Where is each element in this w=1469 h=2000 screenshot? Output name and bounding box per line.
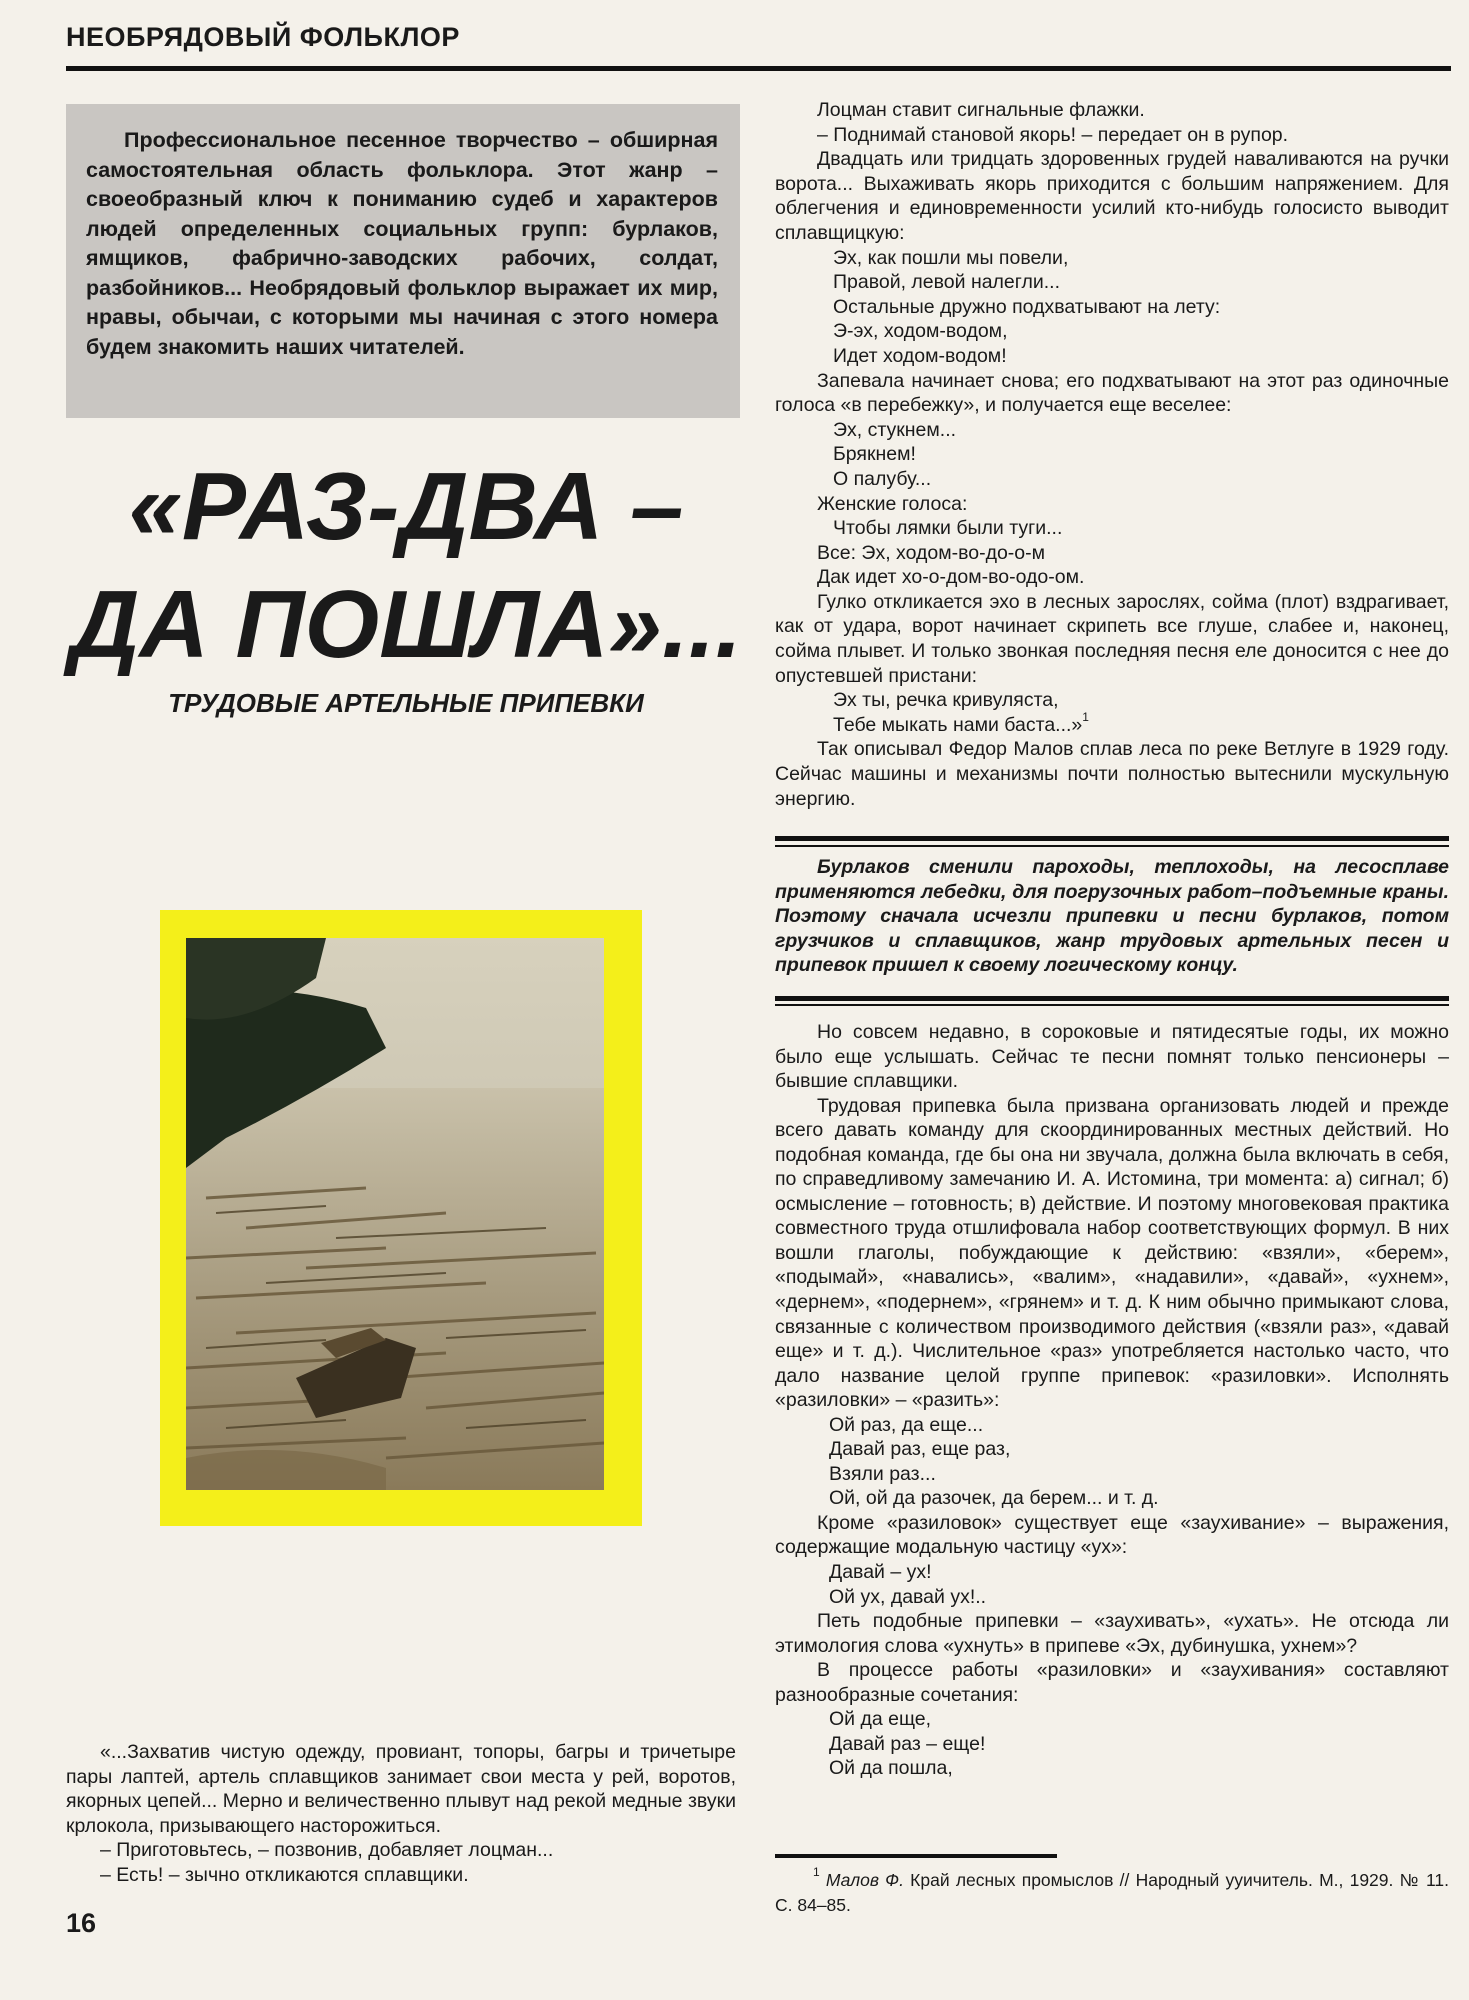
- verse-line: Давай раз, еще раз,: [829, 1438, 1011, 1461]
- quote-paragraph: – Есть! – зычно откликаются сплавщики.: [100, 1863, 469, 1886]
- page-number: 16: [66, 1908, 97, 1938]
- callout-rule: [775, 845, 1449, 847]
- verse-line: [775, 709, 1449, 738]
- verse-line: Эх ты, речка кривуляста,: [833, 689, 1059, 712]
- verse-line: Чтобы лямки были туги...: [833, 517, 1063, 540]
- title-line-2: ДА ПОШЛА»...: [70, 571, 742, 678]
- paragraph: Запевала начинает снова; его подхватывают на этот раз одиночные голоса «в перебежку», и получается еще веселее:: [775, 369, 1449, 417]
- footnote-rule: [775, 1854, 1057, 1858]
- photo-frame: [160, 910, 642, 1526]
- verse-line: Э-эх, ходом-водом,: [833, 320, 1008, 343]
- verse-line: Эх, как пошли мы повели,: [833, 246, 1069, 269]
- verse-line: Ой да еще,: [829, 1708, 932, 1731]
- footnote-number: 1: [813, 1865, 820, 1879]
- text-line: – Поднимай становой якорь! – передает он в рупор.: [817, 123, 1289, 146]
- callout-rule: [775, 1004, 1449, 1006]
- verse-line: Ой раз, да еще...: [829, 1413, 984, 1436]
- verse-text: Тебе мыкать нами баста...»: [833, 713, 1083, 736]
- paragraph: Петь подобные припевки – «заухивать», «ухать». Не отсюда ли этимология слова «ухнуть» в припеве «Эх, дубинушка, ухнем»?: [775, 1610, 1449, 1657]
- verse-line: Дак идет хо-о-дом-во-одо-ом.: [817, 566, 1085, 589]
- footnote-text: Край лесных промыслов // Народный ууичитель. М., 1929. № 11. С. 84–85.: [775, 1870, 1449, 1915]
- callout-box: [775, 836, 1449, 1008]
- callout-rule: [775, 836, 1449, 841]
- footnote: [775, 1865, 1449, 1918]
- text-line: Лоцман ставит сигнальные флажки.: [817, 99, 1145, 121]
- verse-line: Ой да пошла,: [829, 1757, 953, 1780]
- article-title: [66, 448, 746, 684]
- title-line-1: «РАЗ-ДВА –: [128, 453, 684, 560]
- paragraph: Кроме «разиловок» существует еще «заухивание» – выражения, содержащие модальную частицу «ух»:: [775, 1511, 1449, 1559]
- verse-line: Все: Эх, ходом-во-до-о-м: [817, 541, 1046, 564]
- verse-line: О палубу...: [833, 467, 932, 490]
- opening-quote: [66, 1740, 736, 1887]
- section-header: НЕОБРЯДОВЫЙ ФОЛЬКЛОР: [66, 22, 460, 52]
- footnote-ref: 1: [1082, 709, 1089, 724]
- footnote-author: Малов Ф.: [825, 1870, 904, 1890]
- right-column-top: [775, 98, 1449, 811]
- paragraph: В процессе работы «разиловки» и «заухивания» составляют разнообразные сочетания:: [775, 1659, 1449, 1706]
- verse-line: Эх, стукнем...: [833, 418, 957, 441]
- verse-line: Женские голоса:: [817, 492, 968, 515]
- timber-rafting-photo: [186, 938, 604, 1490]
- right-column-bottom: [775, 1020, 1449, 1781]
- callout-rule: [775, 996, 1449, 1001]
- article-subtitle: ТРУДОВЫЕ АРТЕЛЬНЫЕ ПРИПЕВКИ: [168, 688, 644, 718]
- verse-line: Ой ух, давай ух!..: [829, 1585, 987, 1608]
- verse-line: Идет ходом-водом!: [833, 344, 1007, 367]
- verse-line: Остальные дружно подхватывают на лету:: [833, 295, 1221, 318]
- callout-text: Бурлаков сменили пароходы, теплоходы, на лесосплаве применяются лебедки, для погрузочных работ–подъемные краны. Поэтому сначала исчезли припевки и песни бурлаков, потом грузчиков и сплавщиков, жанр трудовых артельных песен и припевок пришел к своему логическому концу.: [775, 856, 1449, 976]
- verse-line: Давай – ух!: [829, 1561, 932, 1584]
- verse-line: Взяли раз...: [829, 1462, 936, 1485]
- paragraph: Трудовая припевка была призвана организовать людей и прежде всего давать команду для скоординированных местных действий. Но подобная команда, где бы она ни звучала, должна была включать в себя, по справедливому замечанию И. А. Истомина, три момента: а) сигнал; б) осмысление – готовность; в) действие. И поэтому многовековая практика совместного труда отшлифовала набор соответствующих формул. В них вошли глаголы, побуждающие к действию: «взяли», «берем», «подымай», «навались», «валим», «надавили», «давай», «ухнем», «дернем», «подернем», «грянем» и т. д. К ним обычно примыкают слова, связанные с количеством производимого действия («взяли раз», «давай еще» и т. д.). Числительное «раз» употребляется настолько часто, что дало название целой группе припевок: «разиловки». Исполнять «разиловки» – «разить»:: [775, 1094, 1449, 1412]
- verse-line: Ой, ой да разочек, да берем... и т. д.: [829, 1487, 1159, 1510]
- paragraph: Двадцать или тридцать здоровенных грудей наваливаются на ручки ворота... Выхаживать якорь приходится с большим напряжением. Для облегчения и единовременности усилий кто-нибудь голосисто выводит сплавщицкую:: [775, 148, 1449, 244]
- quote-paragraph: «...Захватив чистую одежду, провиант, топоры, багры и тричетыре пары лаптей, артель сплавщиков занимает свои места у рей, воротов, якорных цепей... Мерно и величественно плывут над рекой медные звуки крлокола, призывающего насторожиться.: [66, 1741, 736, 1837]
- verse-line: Правой, левой налегли...: [833, 271, 1060, 294]
- intro-box: Профессиональное песенное творчество – обширная самостоятельная область фольклора. Этот жанр – своеобразный ключ к пониманию судеб и характеров людей определенных социальных групп: бурлаков, ямщиков, фабрично-заводских рабочих, солдат, разбойников... Необрядовый фольклор выражает их мир, нравы, обычаи, с которыми мы начиная с этого номера будем знакомить наших читателей.: [66, 104, 740, 418]
- quote-paragraph: – Приготовьтесь, – позвонив, добавляет лоцман...: [100, 1839, 554, 1861]
- paragraph: Но совсем недавно, в сороковые и пятидесятые годы, их можно было еще услышать. Сейчас те песни помнят только пенсионеры – бывшие сплавщики.: [775, 1021, 1449, 1093]
- verse-line: Брякнем!: [833, 443, 916, 466]
- paragraph: Гулко откликается эхо в лесных зарослях, сойма (плот) вздрагивает, как от удара, ворот начинает скрипеть все глуше, слабее и, наконец, сойма плывет. И только звонкая последняя песня еле доносится с нее до опустевшей пристани:: [775, 590, 1449, 687]
- paragraph: Так описывал Федор Малов сплав леса по реке Ветлуге в 1929 году. Сейчас машины и механизмы почти полностью вытеснили мускульную энергию.: [775, 738, 1449, 810]
- verse-line: Давай раз – еще!: [829, 1732, 986, 1755]
- header-rule: [66, 66, 1451, 71]
